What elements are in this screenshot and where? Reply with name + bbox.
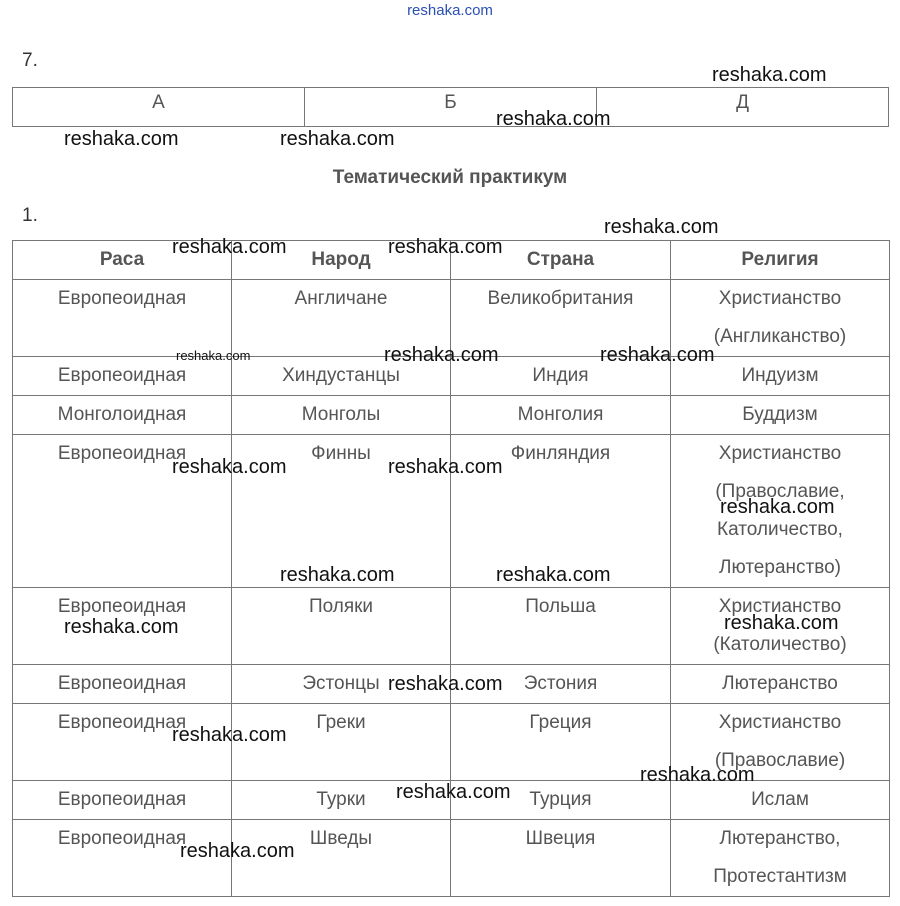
country-cell: Финляндия	[451, 435, 671, 588]
people-cell: Монголы	[232, 396, 451, 435]
answer-cell-1: А	[13, 88, 305, 127]
table-row	[13, 357, 890, 396]
religion-cell: Христианство (Православие)	[671, 704, 890, 781]
race-cell: Европеоидная	[13, 357, 232, 396]
column-header-race: Раса	[13, 241, 232, 280]
column-header-religion: Религия	[671, 241, 890, 280]
race-cell: Европеоидная	[13, 435, 232, 588]
answer-table	[12, 87, 889, 127]
table-row	[13, 820, 890, 897]
religion-cell: Ислам	[671, 781, 890, 820]
country-cell: Великобритания	[451, 280, 671, 357]
table-row	[13, 665, 890, 704]
religion-cell: Лютеранство, Протестантизм	[671, 820, 890, 897]
watermark: reshaka.com	[600, 344, 715, 366]
watermark: reshaka.com	[724, 612, 839, 634]
table-header-row	[13, 241, 890, 280]
religion-cell: Буддизм	[671, 396, 890, 435]
watermark: reshaka.com	[172, 456, 287, 478]
table-row	[13, 781, 890, 820]
country-cell: Греция	[451, 704, 671, 781]
task-7-number: 7.	[22, 50, 38, 71]
people-cell: Греки	[232, 704, 451, 781]
watermark: reshaka.com	[384, 344, 499, 366]
watermark: reshaka.com	[280, 128, 395, 150]
watermark: reshaka.com	[720, 496, 835, 518]
religion-cell: Лютеранство	[671, 665, 890, 704]
watermark: reshaka.com	[280, 564, 395, 586]
race-cell: Европеоидная	[13, 665, 232, 704]
watermark: reshaka.com	[180, 840, 295, 862]
country-cell: Монголия	[451, 396, 671, 435]
watermark: reshaka.com	[496, 564, 611, 586]
watermark: reshaka.com	[64, 128, 179, 150]
column-header-country: Страна	[451, 241, 671, 280]
column-header-people: Народ	[232, 241, 451, 280]
people-cell: Англичане	[232, 280, 451, 357]
country-cell: Швеция	[451, 820, 671, 897]
people-cell: Поляки	[232, 588, 451, 665]
country-cell: Индия	[451, 357, 671, 396]
watermark: reshaka.com	[176, 348, 251, 363]
table-row	[13, 704, 890, 781]
race-cell: Европеоидная	[13, 820, 232, 897]
race-cell: Монголоидная	[13, 396, 232, 435]
watermark: reshaka.com	[172, 236, 287, 258]
table-row	[13, 280, 890, 357]
race-cell: Европеоидная	[13, 781, 232, 820]
watermark: reshaka.com	[496, 108, 611, 130]
watermark: reshaka.com	[712, 64, 827, 86]
country-cell: Эстония	[451, 665, 671, 704]
answer-row	[13, 88, 889, 127]
religion-cell: Христианство (Католичество)	[671, 588, 890, 665]
table-row	[13, 588, 890, 665]
section-title: Тематический практикум	[332, 167, 568, 188]
watermark: reshaka.com	[64, 616, 179, 638]
country-cell: Турция	[451, 781, 671, 820]
people-cell: Хиндустанцы	[232, 357, 451, 396]
table-row	[13, 435, 890, 588]
race-cell: Европеоидная	[13, 704, 232, 781]
watermark: reshaka.com	[396, 781, 511, 803]
task-1-number: 1.	[22, 205, 38, 226]
answer-cell-2: Б	[305, 88, 597, 127]
watermark: reshaka.com	[604, 216, 719, 238]
watermark: reshaka.com	[388, 456, 503, 478]
religion-cell: Христианство (Англиканство)	[671, 280, 890, 357]
table-row	[13, 396, 890, 435]
religion-cell: Христианство (Православие, Католичество, Лютеранство)	[671, 435, 890, 588]
site-link[interactable]: reshaka.com	[407, 2, 493, 19]
watermark: reshaka.com	[388, 673, 503, 695]
answer-cell-3: Д	[597, 88, 889, 127]
religion-cell: Индуизм	[671, 357, 890, 396]
people-cell: Финны	[232, 435, 451, 588]
race-cell: Европеоидная	[13, 588, 232, 665]
country-cell: Польша	[451, 588, 671, 665]
race-cell: Европеоидная	[13, 280, 232, 357]
people-cell: Эстонцы	[232, 665, 451, 704]
watermark: reshaka.com	[640, 764, 755, 786]
watermark: reshaka.com	[388, 236, 503, 258]
watermark: reshaka.com	[172, 724, 287, 746]
religion-table	[12, 240, 890, 897]
people-cell: Турки	[232, 781, 451, 820]
people-cell: Шведы	[232, 820, 451, 897]
